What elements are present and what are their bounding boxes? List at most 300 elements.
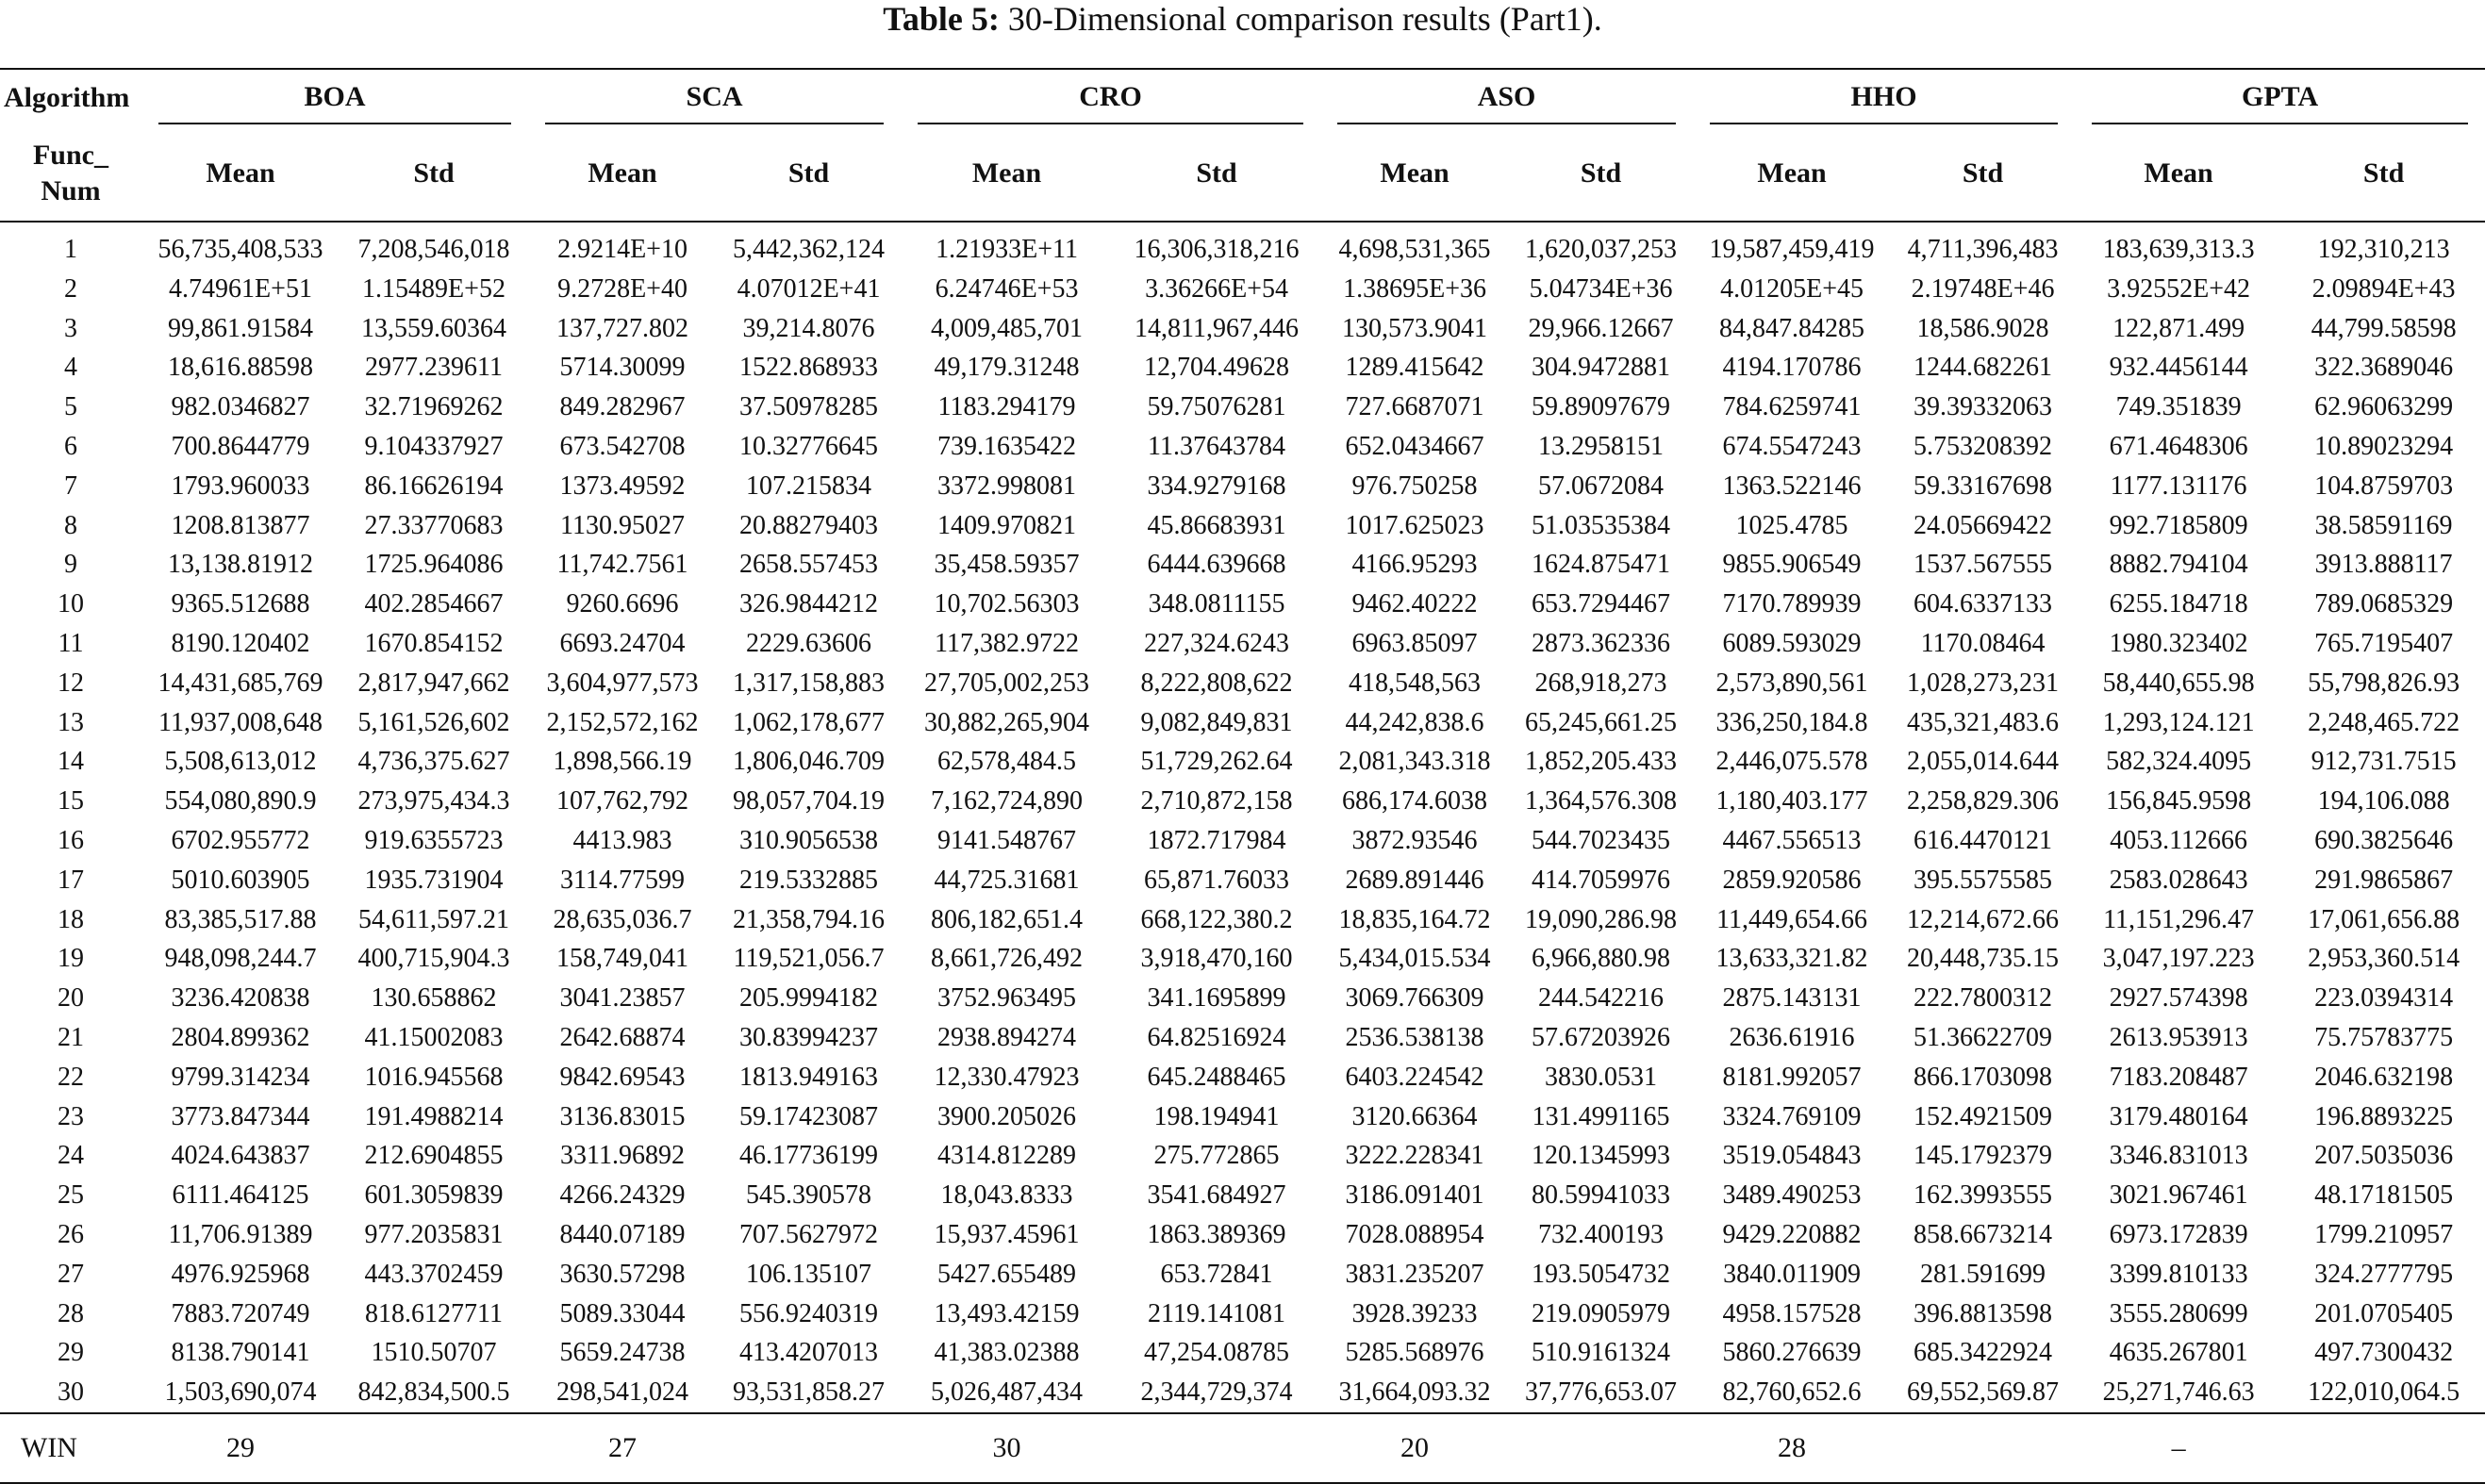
value-cell: 219.5332885 <box>739 865 879 895</box>
value-cell: 789.0685329 <box>2314 589 2454 619</box>
value-cell: 41,383.02388 <box>934 1338 1080 1368</box>
func-num-cell: 12 <box>58 668 84 698</box>
value-cell: 107.215834 <box>746 470 872 501</box>
value-cell: 1,293,124.121 <box>2102 707 2255 737</box>
value-cell: 668,122,380.2 <box>1140 904 1293 934</box>
value-cell: 3222.228341 <box>1345 1141 1484 1171</box>
value-cell: 3069.766309 <box>1345 983 1484 1014</box>
group-label: CRO <box>918 72 1303 124</box>
value-cell: 8181.992057 <box>1722 1062 1862 1092</box>
group-label: SCA <box>545 72 884 124</box>
value-cell: 131.4991165 <box>1532 1101 1670 1131</box>
mean-header: Mean <box>1320 126 1509 222</box>
value-cell: 193.5054732 <box>1532 1259 1671 1289</box>
func-num-header <box>0 126 141 222</box>
func-num-cell: 8 <box>64 510 77 540</box>
value-cell: 45.86683931 <box>1147 510 1286 540</box>
value-cell: 5714.30099 <box>559 353 686 383</box>
value-cell: 83,385,517.88 <box>164 904 317 934</box>
value-cell: 11,937,008,648 <box>158 707 323 737</box>
value-cell: 196.8893225 <box>2314 1101 2454 1131</box>
value-cell: 2689.891446 <box>1345 865 1484 895</box>
value-cell: 1170.08464 <box>1920 628 2046 658</box>
value-cell: 4413.983 <box>572 825 672 855</box>
func-num-cell: 17 <box>58 865 84 895</box>
value-cell: 6973.172839 <box>2109 1219 2248 1249</box>
value-cell: 6963.85097 <box>1351 628 1478 658</box>
value-cell: 4024.643837 <box>171 1141 310 1171</box>
value-cell: 7028.088954 <box>1345 1219 1484 1249</box>
value-cell: 69,552,569.87 <box>1907 1377 2060 1408</box>
value-cell: 11,706.91389 <box>168 1219 313 1249</box>
func-num-cell: 7 <box>64 470 77 501</box>
value-cell: 1.38695E+36 <box>1343 273 1486 304</box>
func-num-cell: 6 <box>64 431 77 461</box>
value-cell: 2,953,360.514 <box>2308 944 2460 974</box>
value-cell: 4,698,531,365 <box>1338 235 1491 264</box>
func-num-cell: 21 <box>58 1022 84 1052</box>
value-cell: 10.89023294 <box>2314 431 2454 461</box>
table-row <box>0 782 2485 821</box>
func-num-cell: 18 <box>58 904 84 934</box>
value-cell: 1,806,046.709 <box>733 747 886 777</box>
value-cell: 5,434,015.534 <box>1338 944 1491 974</box>
value-cell: 137,727.802 <box>556 313 689 343</box>
value-cell: 227,324.6243 <box>1144 628 1290 658</box>
value-cell: 31,664,093.32 <box>1338 1377 1491 1408</box>
func-num-cell: 11 <box>58 628 84 658</box>
value-cell: 4635.267801 <box>2109 1338 2248 1368</box>
value-cell: 3489.490253 <box>1722 1180 1862 1211</box>
value-cell: 5427.655489 <box>937 1259 1077 1289</box>
func-num-cell: 13 <box>58 707 84 737</box>
table-row <box>0 467 2485 506</box>
value-cell: 1373.49592 <box>559 470 686 501</box>
value-cell: 122,871.499 <box>2112 313 2245 343</box>
value-cell: 9429.220882 <box>1722 1219 1862 1249</box>
value-cell: 2875.143131 <box>1722 983 1862 1014</box>
value-cell: 653.7294467 <box>1532 589 1671 619</box>
table-row <box>0 230 2485 270</box>
value-cell: 1289.415642 <box>1345 353 1484 383</box>
value-cell: 1363.522146 <box>1722 470 1862 501</box>
func-num-cell: 28 <box>58 1298 84 1328</box>
value-cell: 3830.0531 <box>1545 1062 1658 1092</box>
value-cell: 1980.323402 <box>2109 628 2248 658</box>
value-cell: 7883.720749 <box>171 1298 310 1328</box>
func-num-cell: 2 <box>64 273 77 304</box>
value-cell: 65,245,661.25 <box>1525 707 1678 737</box>
value-cell: 674.5547243 <box>1722 431 1862 461</box>
value-cell: 858.6673214 <box>1913 1219 2053 1249</box>
value-cell: 3831.235207 <box>1345 1259 1484 1289</box>
value-cell: 194,106.088 <box>2317 786 2450 816</box>
value-cell: 291.9865867 <box>2314 865 2454 895</box>
func-num-cell: 3 <box>64 313 77 343</box>
value-cell: 13,493.42159 <box>934 1298 1080 1328</box>
value-cell: 205.9994182 <box>739 983 879 1014</box>
value-cell: 2229.63606 <box>746 628 872 658</box>
value-cell: 645.2488465 <box>1147 1062 1286 1092</box>
group-label: ASO <box>1337 72 1676 124</box>
table-row <box>0 270 2485 309</box>
value-cell: 3.36266E+54 <box>1145 273 1288 304</box>
value-cell: 107,762,792 <box>556 786 689 816</box>
value-cell: 443.3702459 <box>364 1259 504 1289</box>
table-row <box>0 1136 2485 1176</box>
value-cell: 152.4921509 <box>1913 1101 2053 1131</box>
value-cell: 1183.294179 <box>937 392 1076 422</box>
table-row <box>0 585 2485 624</box>
std-header: Std <box>340 126 528 222</box>
value-cell: 932.4456144 <box>2109 353 2248 383</box>
value-cell: 2,152,572,162 <box>546 707 699 737</box>
group-label: BOA <box>158 72 511 124</box>
value-cell: 18,616.88598 <box>168 353 313 383</box>
group-header-sca <box>528 69 901 126</box>
value-cell: 4314.812289 <box>937 1141 1077 1171</box>
results-table <box>0 68 2485 1484</box>
value-cell: 58,440,655.98 <box>2102 668 2255 698</box>
value-cell: 6,966,880.98 <box>1532 944 1671 974</box>
func-num-cell: 30 <box>58 1377 84 1408</box>
value-cell: 29,966.12667 <box>1528 313 1674 343</box>
value-cell: 6.24746E+53 <box>935 273 1079 304</box>
value-cell: 11,449,654.66 <box>1716 904 1868 934</box>
value-cell: 62.96063299 <box>2314 392 2454 422</box>
value-cell: 2,446,075.578 <box>1715 747 1868 777</box>
value-cell: 27.33770683 <box>364 510 504 540</box>
value-cell: 32.71969262 <box>364 392 504 422</box>
value-cell: 418,548,563 <box>1349 668 1482 698</box>
value-cell: 2658.557453 <box>739 550 879 580</box>
table-row <box>0 939 2485 979</box>
value-cell: 322.3689046 <box>2314 353 2454 383</box>
value-cell: 65,871.76033 <box>1144 865 1290 895</box>
win-gpta: – <box>2075 1413 2282 1483</box>
value-cell: 183,639,313.3 <box>2102 235 2255 264</box>
value-cell: 49,179.31248 <box>934 353 1080 383</box>
value-cell: 3.92552E+42 <box>2107 273 2251 304</box>
std-header: Std <box>1509 126 1693 222</box>
value-cell: 201.0705405 <box>2314 1298 2454 1328</box>
value-cell: 1,503,690,074 <box>164 1377 317 1408</box>
value-cell: 64.82516924 <box>1147 1022 1286 1052</box>
value-cell: 545.390578 <box>746 1180 872 1211</box>
func-num-cell: 25 <box>58 1180 84 1211</box>
group-label: HHO <box>1710 72 2058 124</box>
value-cell: 435,321,483.6 <box>1907 707 2060 737</box>
value-cell: 56,735,408,533 <box>157 235 323 264</box>
value-cell: 982.0346827 <box>171 392 310 422</box>
table-row <box>0 1176 2485 1215</box>
value-cell: 5285.568976 <box>1345 1338 1484 1368</box>
value-cell: 3120.66364 <box>1351 1101 1478 1131</box>
value-cell: 44,725.31681 <box>934 865 1080 895</box>
value-cell: 818.6127711 <box>365 1298 503 1328</box>
value-cell: 20.88279403 <box>739 510 879 540</box>
value-cell: 1,317,158,883 <box>733 668 886 698</box>
value-cell: 30.83994237 <box>739 1022 879 1052</box>
value-cell: 192,310,213 <box>2317 235 2450 264</box>
value-cell: 604.6337133 <box>1913 589 2053 619</box>
value-cell: 11.37643784 <box>1148 431 1286 461</box>
table-row <box>0 861 2485 900</box>
value-cell: 5,026,487,434 <box>931 1377 1084 1408</box>
value-cell: 6089.593029 <box>1722 628 1862 658</box>
func-num-line1: Func_ <box>32 140 108 171</box>
value-cell: 976.750258 <box>1351 470 1478 501</box>
group-header-hho <box>1693 69 2075 126</box>
value-cell: 5.04734E+36 <box>1529 273 1673 304</box>
table-row <box>0 309 2485 349</box>
value-cell: 3913.888117 <box>2314 550 2453 580</box>
std-header: Std <box>1891 126 2075 222</box>
value-cell: 104.8759703 <box>2314 470 2454 501</box>
value-cell: 1.21933E+11 <box>936 235 1078 264</box>
value-cell: 17,061,656.88 <box>2308 904 2460 934</box>
mean-header: Mean <box>1693 126 1891 222</box>
value-cell: 145.1792379 <box>1913 1141 2053 1171</box>
value-cell: 3555.280699 <box>2109 1298 2248 1328</box>
value-cell: 3630.57298 <box>559 1259 686 1289</box>
value-cell: 4,711,396,483 <box>1907 235 2059 264</box>
func-num-cell: 14 <box>58 747 84 777</box>
value-cell: 6693.24704 <box>559 628 686 658</box>
value-cell: 341.1695899 <box>1147 983 1286 1014</box>
table-row <box>0 1097 2485 1137</box>
value-cell: 13,633,321.82 <box>1715 944 1868 974</box>
table-row <box>0 624 2485 664</box>
value-cell: 1208.813877 <box>171 510 310 540</box>
value-cell: 44,799.58598 <box>2311 313 2457 343</box>
value-cell: 162.3993555 <box>1913 1180 2053 1211</box>
value-cell: 75.75783775 <box>2314 1022 2454 1052</box>
value-cell: 59.89097679 <box>1532 392 1671 422</box>
subheader-row <box>0 126 2485 222</box>
value-cell: 9,082,849,831 <box>1140 707 1293 737</box>
value-cell: 326.9844212 <box>739 589 879 619</box>
value-cell: 273,975,434.3 <box>357 786 510 816</box>
func-num-cell: 27 <box>58 1259 84 1289</box>
table-row <box>0 1215 2485 1255</box>
value-cell: 1177.131176 <box>2110 470 2247 501</box>
value-cell: 582,324.4095 <box>2106 747 2252 777</box>
value-cell: 4.74961E+51 <box>169 273 312 304</box>
value-cell: 4166.95293 <box>1351 550 1478 580</box>
value-cell: 842,834,500.5 <box>357 1377 510 1408</box>
value-cell: 1244.682261 <box>1913 353 2053 383</box>
value-cell: 1,620,037,253 <box>1525 235 1678 264</box>
value-cell: 21,358,794.16 <box>733 904 886 934</box>
value-cell: 5860.276639 <box>1722 1338 1862 1368</box>
value-cell: 130.658862 <box>371 983 497 1014</box>
group-header-cro <box>901 69 1320 126</box>
value-cell: 223.0394314 <box>2314 983 2454 1014</box>
table-row <box>0 1373 2485 1413</box>
value-cell: 212.6904855 <box>364 1141 504 1171</box>
value-cell: 7170.789939 <box>1722 589 1862 619</box>
value-cell: 1813.949163 <box>739 1062 879 1092</box>
win-empty <box>1113 1413 1320 1483</box>
value-cell: 9141.548767 <box>937 825 1077 855</box>
value-cell: 106.135107 <box>746 1259 872 1289</box>
value-cell: 2,710,872,158 <box>1140 786 1293 816</box>
func-num-cell: 10 <box>58 589 84 619</box>
value-cell: 11,742.7561 <box>556 550 688 580</box>
value-cell: 652.0434667 <box>1345 431 1484 461</box>
value-cell: 7,162,724,890 <box>931 786 1084 816</box>
func-num-cell: 23 <box>58 1101 84 1131</box>
value-cell: 402.2854667 <box>364 589 504 619</box>
value-cell: 59.75076281 <box>1147 392 1286 422</box>
value-cell: 413.4207013 <box>739 1338 879 1368</box>
value-cell: 1025.4785 <box>1735 510 1848 540</box>
group-header-row <box>0 69 2485 126</box>
value-cell: 3,604,977,573 <box>546 668 699 698</box>
value-cell: 3519.054843 <box>1722 1141 1862 1171</box>
value-cell: 8190.120402 <box>171 628 310 658</box>
win-label: WIN <box>0 1413 141 1483</box>
value-cell: 8138.790141 <box>171 1338 310 1368</box>
value-cell: 2,344,729,374 <box>1140 1377 1293 1408</box>
value-cell: 191.4988214 <box>364 1101 504 1131</box>
value-cell: 119,521,056.7 <box>733 944 885 974</box>
value-cell: 158,749,041 <box>556 944 689 974</box>
value-cell: 3186.091401 <box>1345 1180 1484 1211</box>
value-cell: 2636.61916 <box>1729 1022 1855 1052</box>
value-cell: 2583.028643 <box>2109 865 2248 895</box>
group-label: GPTA <box>2092 72 2468 124</box>
value-cell: 400,715,904.3 <box>357 944 510 974</box>
value-cell: 544.7023435 <box>1532 825 1671 855</box>
value-cell: 5010.603905 <box>171 865 310 895</box>
value-cell: 1409.970821 <box>937 510 1077 540</box>
value-cell: 4.07012E+41 <box>737 273 881 304</box>
value-cell: 51.36622709 <box>1913 1022 2053 1052</box>
value-cell: 3541.684927 <box>1147 1180 1286 1211</box>
value-cell: 39.39332063 <box>1913 392 2053 422</box>
value-cell: 2927.574398 <box>2109 983 2248 1014</box>
value-cell: 3399.810133 <box>2109 1259 2248 1289</box>
func-num-cell: 24 <box>58 1141 84 1171</box>
value-cell: 690.3825646 <box>2314 825 2454 855</box>
value-cell: 55,798,826.93 <box>2308 668 2460 698</box>
value-cell: 510.9161324 <box>1532 1338 1671 1368</box>
value-cell: 1863.389369 <box>1147 1219 1286 1249</box>
value-cell: 10,702.56303 <box>934 589 1080 619</box>
value-cell: 310.9056538 <box>739 825 879 855</box>
value-cell: 12,214,672.66 <box>1907 904 2060 934</box>
value-cell: 39,214.8076 <box>742 313 875 343</box>
value-cell: 2,817,947,662 <box>357 668 510 698</box>
value-cell: 4,009,485,701 <box>931 313 1084 343</box>
mean-header: Mean <box>141 126 340 222</box>
value-cell: 15,937.45961 <box>934 1219 1080 1249</box>
value-cell: 8882.794104 <box>2109 550 2248 580</box>
value-cell: 324.2777795 <box>2314 1259 2454 1289</box>
value-cell: 18,835,164.72 <box>1338 904 1491 934</box>
table-row <box>0 703 2485 743</box>
value-cell: 281.591699 <box>1920 1259 2046 1289</box>
value-cell: 2,258,829.306 <box>1907 786 2060 816</box>
func-num-line2: Num <box>41 175 101 206</box>
func-num-cell: 4 <box>64 353 77 383</box>
value-cell: 12,704.49628 <box>1144 353 1290 383</box>
value-cell: 7183.208487 <box>2109 1062 2248 1092</box>
value-cell: 2938.894274 <box>937 1022 1077 1052</box>
std-header: Std <box>1113 126 1320 222</box>
std-header: Std <box>717 126 901 222</box>
value-cell: 54,611,597.21 <box>358 904 509 934</box>
value-cell: 28,635,036.7 <box>553 904 692 934</box>
value-cell: 685.3422924 <box>1913 1338 2053 1368</box>
value-cell: 9799.314234 <box>171 1062 310 1092</box>
value-cell: 1725.964086 <box>364 550 504 580</box>
value-cell: 275.772865 <box>1153 1141 1280 1171</box>
value-cell: 3840.011909 <box>1723 1259 1862 1289</box>
func-num-cell: 16 <box>58 825 84 855</box>
value-cell: 1537.567555 <box>1913 550 2053 580</box>
value-cell: 3900.205026 <box>937 1101 1077 1131</box>
value-cell: 414.7059976 <box>1532 865 1671 895</box>
value-cell: 30,882,265,904 <box>924 707 1090 737</box>
value-cell: 6111.464125 <box>172 1180 309 1211</box>
value-cell: 2873.362336 <box>1532 628 1671 658</box>
value-cell: 2977.239611 <box>365 353 503 383</box>
value-cell: 16,306,318,216 <box>1134 235 1300 264</box>
value-cell: 2046.632198 <box>2314 1062 2454 1092</box>
value-cell: 9.104337927 <box>364 431 504 461</box>
value-cell: 601.3059839 <box>364 1180 504 1211</box>
win-sca: 27 <box>528 1413 717 1483</box>
table-caption <box>0 0 2485 41</box>
value-cell: 3,918,470,160 <box>1140 944 1293 974</box>
value-cell: 13.2958151 <box>1538 431 1665 461</box>
value-cell: 14,811,967,446 <box>1135 313 1300 343</box>
value-cell: 298,541,024 <box>556 1377 689 1408</box>
value-cell: 86.16626194 <box>364 470 504 501</box>
value-cell: 219.0905979 <box>1532 1298 1671 1328</box>
value-cell: 47,254.08785 <box>1144 1338 1290 1368</box>
value-cell: 2.9214E+10 <box>557 235 688 264</box>
value-cell: 749.351839 <box>2115 392 2242 422</box>
value-cell: 1,852,205.433 <box>1525 747 1678 777</box>
group-header-gpta <box>2075 69 2485 126</box>
value-cell: 1935.731904 <box>364 865 504 895</box>
table-row <box>0 979 2485 1018</box>
value-cell: 497.7300432 <box>2314 1338 2454 1368</box>
value-cell: 1522.868933 <box>739 353 879 383</box>
value-cell: 9365.512688 <box>171 589 310 619</box>
value-cell: 13,559.60364 <box>361 313 506 343</box>
value-cell: 6255.184718 <box>2109 589 2248 619</box>
value-cell: 992.7185809 <box>2109 510 2248 540</box>
table-row <box>0 1255 2485 1294</box>
value-cell: 93,531,858.27 <box>733 1377 886 1408</box>
table-row <box>0 664 2485 703</box>
value-cell: 98,057,704.19 <box>733 786 886 816</box>
win-boa: 29 <box>141 1413 340 1483</box>
value-cell: 9855.906549 <box>1722 550 1862 580</box>
value-cell: 207.5035036 <box>2314 1141 2454 1171</box>
value-cell: 8,222,808,622 <box>1140 668 1293 698</box>
value-cell: 3324.769109 <box>1722 1101 1862 1131</box>
value-cell: 673.542708 <box>559 431 686 461</box>
func-num-cell: 29 <box>58 1338 84 1368</box>
value-cell: 2859.920586 <box>1722 865 1862 895</box>
value-cell: 1670.854152 <box>364 628 504 658</box>
